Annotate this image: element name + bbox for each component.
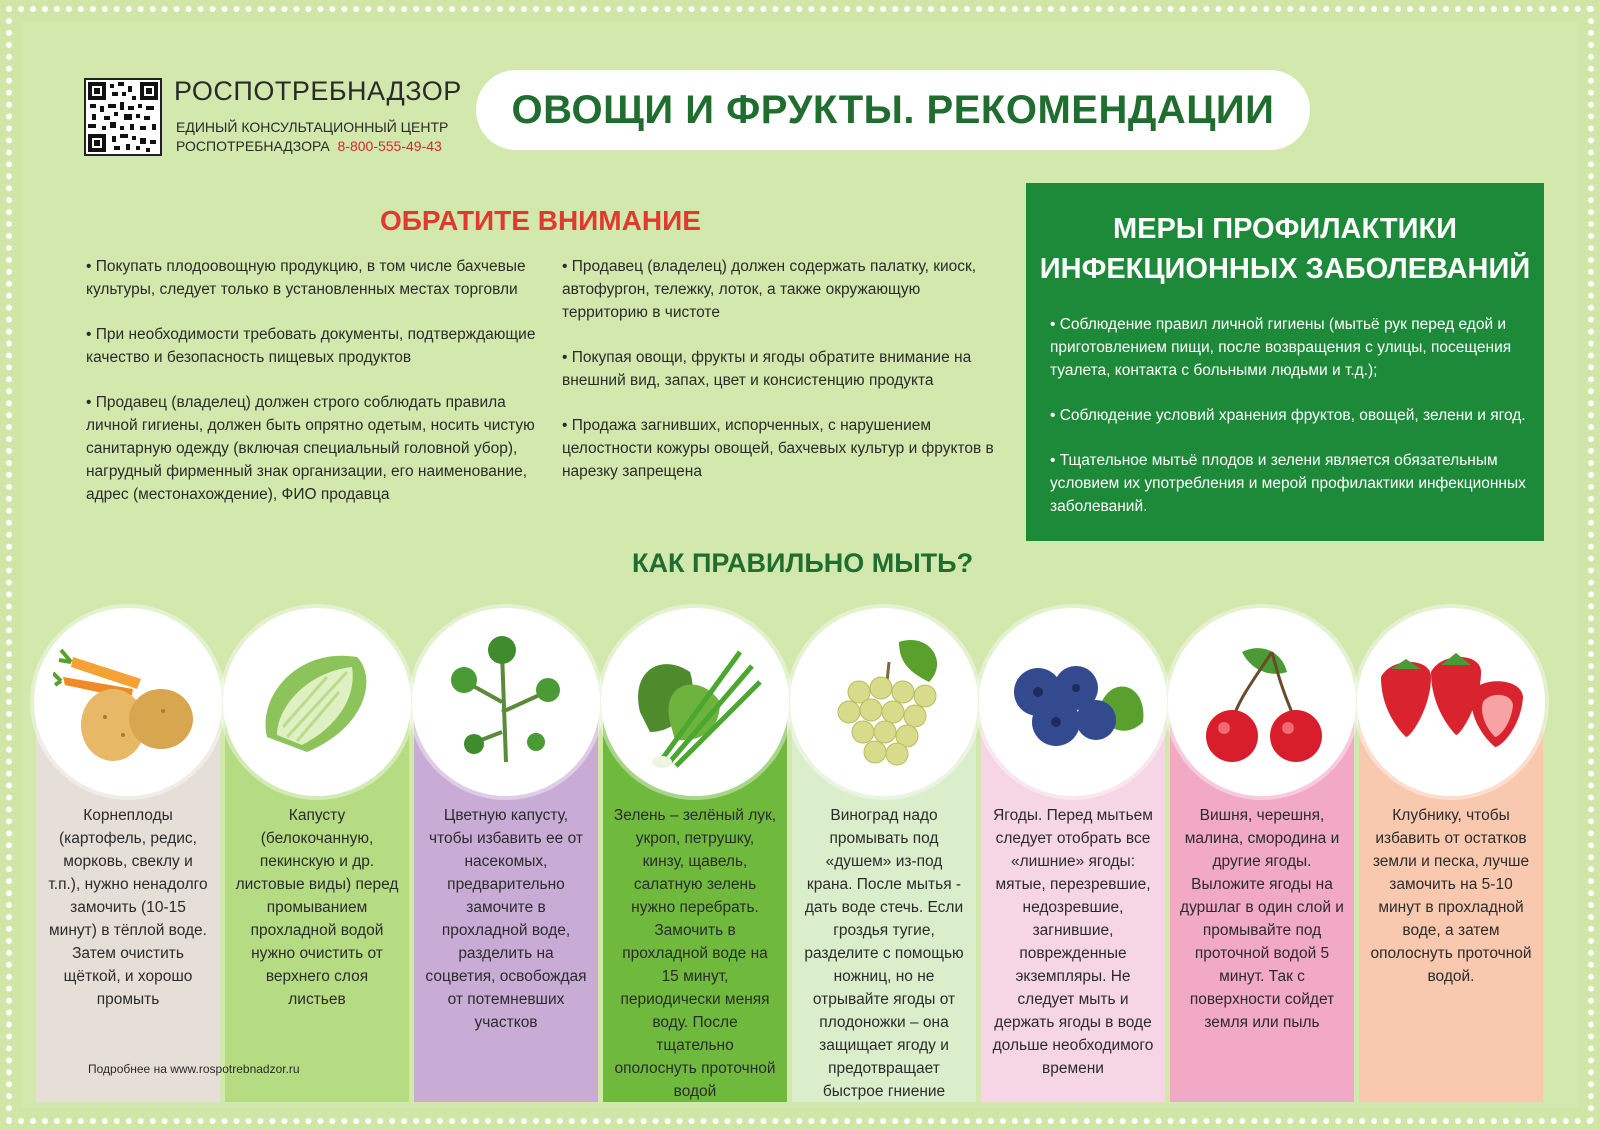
- attention-item: • Продавец (владелец) должен содержать палатку, киоск, автофургон, тележку, лоток, а также окружающую территорию в чистоте: [562, 258, 977, 321]
- wash-card-text: Цветную капусту, чтобы избавить ее от насекомых, предварительно замочите в прохладной воде, разделить на соцветия, освобождая от потемневших участков: [425, 807, 587, 1031]
- wash-card-text: Капусту (белокочанную, пекинскую и др. листовые виды) перед промыванием прохладной водой нужно очистить от верхнего слоя листьев: [235, 807, 399, 1008]
- cabbage-icon: [223, 608, 411, 796]
- hotline-phone: 8-800-555-49-43: [337, 138, 442, 154]
- attention-item: • Продажа загнивших, испорченных, с нарушением целостности кожуры овощей, бахчевых культур и фруктов в нарезку запрещена: [562, 417, 994, 480]
- prevention-item: • Соблюдение правил личной гигиены (мытьё рук перед едой и приготовлением пищи, после возвращения с улицы, посещения туалета, контакта с больными людьми и т.д.);: [1050, 316, 1512, 379]
- grapes-icon: [790, 608, 978, 796]
- attention-item: • Покупая овощи, фрукты и ягоды обратите внимание на внешний вид, запах, цвет и консистенцию продукта: [562, 349, 972, 389]
- wash-card: [1359, 704, 1543, 1102]
- brand-name: РОСПОТРЕБНАДЗОР: [174, 76, 462, 106]
- cauliflower-sprig-icon: [412, 608, 600, 796]
- wash-card-text: Клубнику, чтобы избавить от остатков земли и песка, лучше замочить на 5-10 минут в прохладной воде, а затем ополоснуть проточной водой.: [1370, 807, 1532, 985]
- brand-sub-line2-text: РОСПОТРЕБНАДЗОРА: [176, 138, 330, 154]
- brand-subtitle: [176, 118, 448, 156]
- wash-card-text: Корнеплоды (картофель, редис, морковь, свеклу и т.п.), нужно ненадолго замочить (10-15 минут) в тёплой воде. Затем очистить щёткой, и хорошо промыть: [48, 807, 208, 1008]
- title-pill: [476, 70, 1310, 150]
- attention-right-column: [562, 255, 1007, 505]
- brand-sub-line2: [176, 137, 448, 156]
- wash-card-text: Виноград надо промывать под «душем» из-под крана. После мытья - дать воде стечь. Если гроздья тугие, разделите с помощью ножниц, но не отрывайте ягоды от плодоножки – она защищает ягоду и предотвращает быстрое гниение: [804, 807, 964, 1100]
- wash-card: [792, 704, 976, 1102]
- attention-title: ОБРАТИТЕ ВНИМАНИЕ: [380, 205, 701, 236]
- qr-code-icon: [84, 78, 162, 156]
- attention-left-column: [86, 255, 541, 528]
- wash-card: [225, 704, 409, 1102]
- prevention-list: [1050, 313, 1528, 540]
- attention-item: • Покупать плодоовощную продукцию, в том числе бахчевые культуры, следует только в установленных местах торговли: [86, 258, 526, 298]
- attention-item: • При необходимости требовать документы, подтверждающие качество и безопасность пищевых продуктов: [86, 326, 536, 366]
- cherry-icon: [1168, 608, 1356, 796]
- wash-card: [981, 704, 1165, 1102]
- wash-card: [1170, 704, 1354, 1102]
- wash-card-text: Ягоды. Перед мытьем следует отобрать все «лишние» ягоды: мятые, перезревшие, недозревшие, загнившие, поврежденные экземпляры. Не следует мыть и держать ягоды в воде дольше необходимого времени: [992, 807, 1154, 1077]
- page-title: ОВОЩИ И ФРУКТЫ. РЕКОМЕНДАЦИИ: [511, 87, 1275, 132]
- wash-card-text: Зелень – зелёный лук, укроп, петрушку, кинзу, щавель, салатную зелень нужно перебрать. Замочить в прохладной воде на 15 минут, периодически меняя воду. После тщательно ополоснуть проточной водой: [613, 807, 777, 1100]
- brand-sub-line1: ЕДИНЫЙ КОНСУЛЬТАЦИОННЫЙ ЦЕНТР: [176, 119, 449, 135]
- wash-card: [36, 704, 220, 1102]
- wash-card: [414, 704, 598, 1102]
- potato-carrot-icon: [34, 608, 222, 796]
- greens-icon: [601, 608, 789, 796]
- prevention-title: МЕРЫ ПРОФИЛАКТИКИ ИНФЕКЦИОННЫХ ЗАБОЛЕВАНИЙ: [1039, 213, 1531, 285]
- prevention-box: [1026, 183, 1544, 541]
- footer-link: Подробнее на www.rospotrebnadzor.ru: [88, 1062, 300, 1076]
- prevention-item: • Соблюдение условий хранения фруктов, овощей, зелени и ягод.: [1050, 407, 1526, 424]
- wash-card: [603, 704, 787, 1102]
- wash-title: КАК ПРАВИЛЬНО МЫТЬ?: [632, 548, 974, 578]
- strawberry-icon: [1357, 608, 1545, 796]
- blueberry-icon: [979, 608, 1167, 796]
- prevention-item: • Тщательное мытьё плодов и зелени является обязательным условием их употребления и мерой профилактики инфекционных заболеваний.: [1050, 452, 1526, 515]
- wash-card-text: Вишня, черешня, малина, смородина и другие ягоды. Выложите ягоды на дуршлаг в один слой и промывайте под проточной водой 5 минут. Так с поверхности сойдет земля или пыль: [1180, 807, 1344, 1031]
- attention-item: • Продавец (владелец) должен строго соблюдать правила личной гигиены, должен быть опрятно одетым, носить чистую санитарную одежду (включая специальный головной убор), нагрудный фирменный знак организации, его наименование, адрес (местонахождение), ФИО продавца: [86, 394, 535, 503]
